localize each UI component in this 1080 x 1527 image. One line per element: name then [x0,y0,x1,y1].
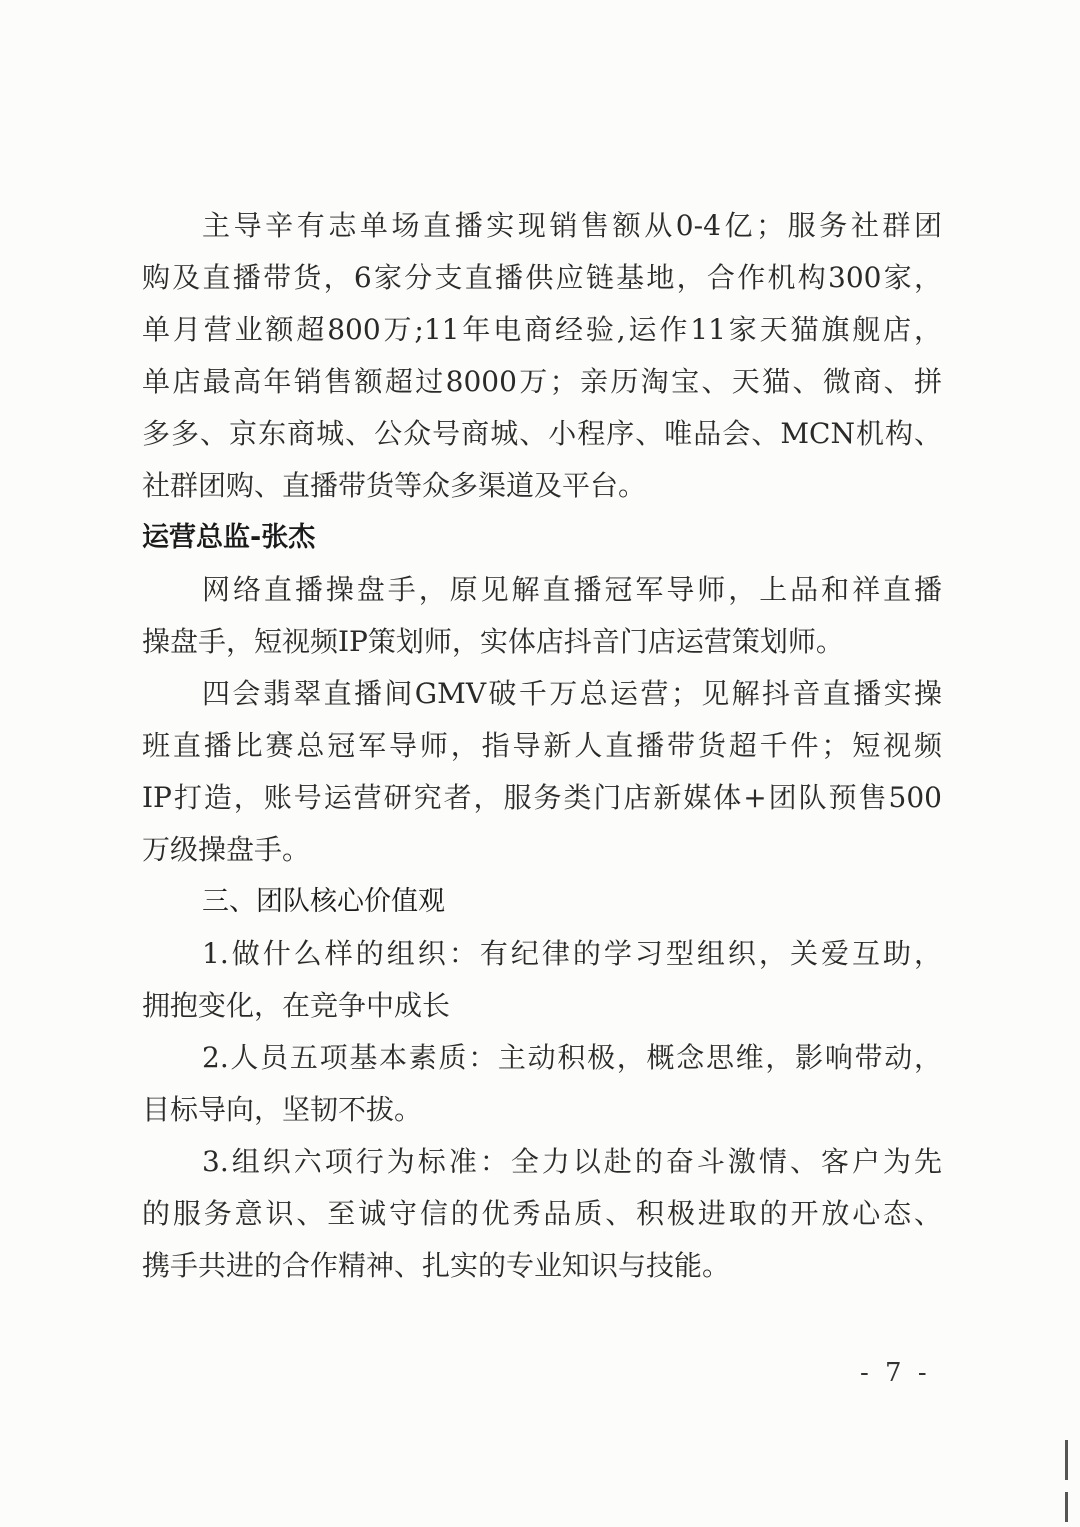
item-3-line-3: 携手共进的合作精神、扎实的专业知识与技能。 [142,1249,731,1282]
scan-edge-mark-lower [1065,1492,1068,1522]
item-2-line-2: 目标导向，坚韧不拔。 [142,1093,423,1126]
scan-edge-mark [1065,1440,1068,1480]
paragraph-1-line-6: 社群团购、直播带货等众多渠道及平台。 [142,469,647,502]
paragraph-1-line-4: 单店最高年销售额超过8000万；亲历淘宝、天猫、微商、拼 [142,365,942,398]
section-heading-core-values: 三、团队核心价值观 [202,886,445,917]
item-2-line-1: 2.人员五项基本素质：主动积极，概念思维，影响带动， [202,1041,942,1074]
page-number: - 7 - [860,1358,931,1388]
item-3-line-1: 3.组织六项行为标准：全力以赴的奋斗激情、客户为先 [202,1145,942,1178]
document-body [142,200,942,1292]
heading-ops-director: 运营总监-张杰 [142,522,316,553]
paragraph-1-line-5: 多多、京东商城、公众号商城、小程序、唯品会、MCN机构、 [142,417,942,450]
paragraph-3-line-2: 班直播比赛总冠军导师，指导新人直播带货超千件；短视频 [142,729,942,762]
paragraph-2-line-1: 网络直播操盘手，原见解直播冠军导师，上品和祥直播 [202,573,942,606]
item-1-line-1: 1.做什么样的组织：有纪律的学习型组织，关爱互助， [202,937,942,970]
paragraph-1-line-3: 单月营业额超800万;11年电商经验,运作11家天猫旗舰店， [142,313,942,346]
paragraph-3-line-1: 四会翡翠直播间GMV破千万总运营；见解抖音直播实操 [202,677,942,710]
paragraph-3-line-4: 万级操盘手。 [142,833,311,866]
paragraph-1-line-2: 购及直播带货，6家分支直播供应链基地，合作机构300家， [142,261,942,294]
item-1-line-2: 拥抱变化，在竞争中成长 [142,989,451,1022]
paragraph-2-line-2: 操盘手，短视频IP策划师，实体店抖音门店运营策划师。 [142,625,844,658]
paragraph-1-line-1: 主导辛有志单场直播实现销售额从0-4亿；服务社群团 [202,209,942,242]
item-3-line-2: 的服务意识、至诚守信的优秀品质、积极进取的开放心态、 [142,1197,942,1230]
paragraph-3-line-3: IP打造，账号运营研究者，服务类门店新媒体+团队预售500 [142,781,942,814]
